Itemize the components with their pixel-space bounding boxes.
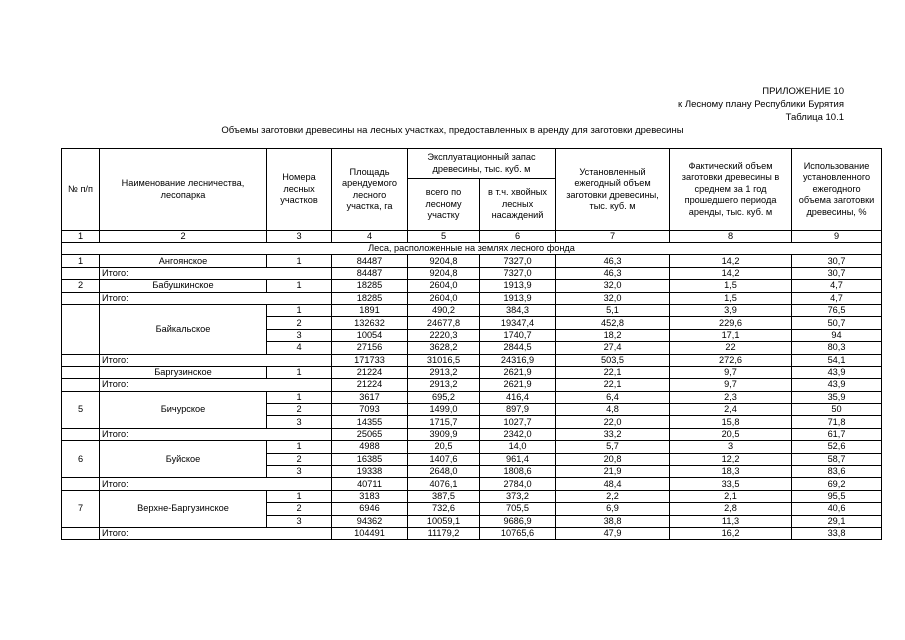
- total-stock-total-value: 2913,2: [408, 379, 480, 391]
- total-area-value: 171733: [332, 354, 408, 366]
- stock-conif-value: 416,4: [480, 391, 556, 403]
- forestry-number: 6: [62, 441, 100, 478]
- actual-volume-value: 2,3: [670, 391, 792, 403]
- stock-total-value: 9204,8: [408, 255, 480, 267]
- document-title: Объемы заготовки древесины на лесных участках, предоставленных в аренду для заготовки древесины: [221, 125, 684, 136]
- plot-number: 2: [267, 404, 332, 416]
- total-stock-total-value: 3909,9: [408, 428, 480, 440]
- total-usage-percent-value: 33,8: [792, 527, 882, 539]
- column-number-cell: 1: [62, 231, 100, 243]
- section-title: Леса, расположенные на землях лесного фонда: [62, 243, 882, 255]
- total-stock-conif-value: 2342,0: [480, 428, 556, 440]
- stock-conif-value: 9686,9: [480, 515, 556, 527]
- total-label: Итого:: [100, 527, 332, 539]
- stock-conif-value: 705,5: [480, 503, 556, 515]
- annual-volume-value: 21,9: [556, 466, 670, 478]
- actual-volume-value: 9,7: [670, 366, 792, 378]
- total-row: [62, 478, 882, 490]
- actual-volume-value: 229,6: [670, 317, 792, 329]
- usage-percent-value: 50: [792, 404, 882, 416]
- area-value: 84487: [332, 255, 408, 267]
- stock-total-value: 490,2: [408, 304, 480, 316]
- stock-total-value: 2648,0: [408, 466, 480, 478]
- total-label: Итого:: [100, 267, 332, 279]
- actual-volume-value: 22: [670, 342, 792, 354]
- stock-total-value: 24677,8: [408, 317, 480, 329]
- col-header-usage: Использование установленного ежегодного объема заготовки древесины, %: [792, 149, 882, 231]
- total-actual-volume-value: 20,5: [670, 428, 792, 440]
- annual-volume-value: 22,0: [556, 416, 670, 428]
- stock-total-value: 1407,6: [408, 453, 480, 465]
- total-stock-total-value: 9204,8: [408, 267, 480, 279]
- total-usage-percent-value: 4,7: [792, 292, 882, 304]
- annual-volume-value: 32,0: [556, 280, 670, 292]
- area-value: 3183: [332, 490, 408, 502]
- usage-percent-value: 58,7: [792, 453, 882, 465]
- total-annual-volume-value: 46,3: [556, 267, 670, 279]
- stock-total-value: 20,5: [408, 441, 480, 453]
- col-header-num: № п/п: [62, 149, 100, 231]
- total-label: Итого:: [100, 379, 332, 391]
- total-annual-volume-value: 33,2: [556, 428, 670, 440]
- total-spacer: [62, 379, 100, 391]
- total-actual-volume-value: 1,5: [670, 292, 792, 304]
- total-label: Итого:: [100, 478, 332, 490]
- table-row: [62, 441, 882, 453]
- area-value: 7093: [332, 404, 408, 416]
- col-header-stock: Эксплуатационный запас древесины, тыс. куб. м: [408, 149, 556, 179]
- actual-volume-value: 2,1: [670, 490, 792, 502]
- forestry-number: 7: [62, 490, 100, 527]
- annual-volume-value: 27,4: [556, 342, 670, 354]
- usage-percent-value: 29,1: [792, 515, 882, 527]
- forestry-number: 2: [62, 280, 100, 292]
- area-value: 10054: [332, 329, 408, 341]
- forestry-number: [62, 304, 100, 354]
- usage-percent-value: 35,9: [792, 391, 882, 403]
- column-number-cell: 9: [792, 231, 882, 243]
- column-number-cell: 5: [408, 231, 480, 243]
- stock-conif-value: 7327,0: [480, 255, 556, 267]
- stock-total-value: 1715,7: [408, 416, 480, 428]
- col-header-annual: Установленный ежегодный объем заготовки древесины, тыс. куб. м: [556, 149, 670, 231]
- total-actual-volume-value: 272,6: [670, 354, 792, 366]
- annual-volume-value: 5,1: [556, 304, 670, 316]
- total-row: [62, 292, 882, 304]
- plot-number: 3: [267, 466, 332, 478]
- actual-volume-value: 18,3: [670, 466, 792, 478]
- forestry-name: Бичурское: [100, 391, 267, 428]
- plot-number: 3: [267, 329, 332, 341]
- total-stock-conif-value: 1913,9: [480, 292, 556, 304]
- area-value: 27156: [332, 342, 408, 354]
- plot-number: 3: [267, 416, 332, 428]
- usage-percent-value: 4,7: [792, 280, 882, 292]
- area-value: 6946: [332, 503, 408, 515]
- actual-volume-value: 1,5: [670, 280, 792, 292]
- area-value: 21224: [332, 366, 408, 378]
- usage-percent-value: 76,5: [792, 304, 882, 316]
- table-number: Таблица 10.1: [785, 112, 844, 123]
- plot-number: 2: [267, 317, 332, 329]
- annual-volume-value: 452,8: [556, 317, 670, 329]
- harvest-volume-table: [61, 148, 882, 540]
- stock-conif-value: 19347,4: [480, 317, 556, 329]
- total-spacer: [62, 267, 100, 279]
- total-row: [62, 428, 882, 440]
- annual-volume-value: 6,9: [556, 503, 670, 515]
- area-value: 132632: [332, 317, 408, 329]
- total-stock-total-value: 31016,5: [408, 354, 480, 366]
- annual-volume-value: 4,8: [556, 404, 670, 416]
- plot-number: 1: [267, 366, 332, 378]
- stock-conif-value: 2621,9: [480, 366, 556, 378]
- column-number-cell: 7: [556, 231, 670, 243]
- actual-volume-value: 2,8: [670, 503, 792, 515]
- actual-volume-value: 11,3: [670, 515, 792, 527]
- stock-conif-value: 897,9: [480, 404, 556, 416]
- annual-volume-value: 38,8: [556, 515, 670, 527]
- actual-volume-value: 17,1: [670, 329, 792, 341]
- forestry-name: Баргузинское: [100, 366, 267, 378]
- stock-total-value: 387,5: [408, 490, 480, 502]
- column-number-row: [62, 231, 882, 243]
- total-actual-volume-value: 16,2: [670, 527, 792, 539]
- total-annual-volume-value: 47,9: [556, 527, 670, 539]
- annual-volume-value: 2,2: [556, 490, 670, 502]
- usage-percent-value: 52,6: [792, 441, 882, 453]
- stock-total-value: 10059,1: [408, 515, 480, 527]
- area-value: 19338: [332, 466, 408, 478]
- stock-conif-value: 373,2: [480, 490, 556, 502]
- actual-volume-value: 3: [670, 441, 792, 453]
- annual-volume-value: 18,2: [556, 329, 670, 341]
- total-actual-volume-value: 14,2: [670, 267, 792, 279]
- forestry-name: Бабушкинское: [100, 280, 267, 292]
- stock-total-value: 3628,2: [408, 342, 480, 354]
- total-row: [62, 267, 882, 279]
- stock-total-value: 732,6: [408, 503, 480, 515]
- plot-number: 2: [267, 453, 332, 465]
- total-label: Итого:: [100, 292, 332, 304]
- forestry-number: 5: [62, 391, 100, 428]
- stock-conif-value: 14,0: [480, 441, 556, 453]
- stock-conif-value: 2844,5: [480, 342, 556, 354]
- annual-volume-value: 6,4: [556, 391, 670, 403]
- stock-conif-value: 384,3: [480, 304, 556, 316]
- forestry-name: Буйское: [100, 441, 267, 478]
- total-label: Итого:: [100, 354, 332, 366]
- total-spacer: [62, 354, 100, 366]
- stock-conif-value: 1808,6: [480, 466, 556, 478]
- forestry-name: Ангоянское: [100, 255, 267, 267]
- total-stock-conif-value: 10765,6: [480, 527, 556, 539]
- col-header-plots: Номера лесных участков: [267, 149, 332, 231]
- forestry-number: 1: [62, 255, 100, 267]
- annual-volume-value: 5,7: [556, 441, 670, 453]
- table-row: [62, 391, 882, 403]
- annual-volume-value: 22,1: [556, 366, 670, 378]
- total-stock-total-value: 4076,1: [408, 478, 480, 490]
- total-stock-conif-value: 7327,0: [480, 267, 556, 279]
- usage-percent-value: 30,7: [792, 255, 882, 267]
- total-label: Итого:: [100, 428, 332, 440]
- total-stock-conif-value: 24316,9: [480, 354, 556, 366]
- area-value: 16385: [332, 453, 408, 465]
- stock-total-value: 695,2: [408, 391, 480, 403]
- stock-conif-value: 1740,7: [480, 329, 556, 341]
- actual-volume-value: 12,2: [670, 453, 792, 465]
- total-area-value: 18285: [332, 292, 408, 304]
- total-area-value: 25065: [332, 428, 408, 440]
- total-area-value: 21224: [332, 379, 408, 391]
- total-area-value: 40711: [332, 478, 408, 490]
- total-actual-volume-value: 9,7: [670, 379, 792, 391]
- total-usage-percent-value: 43,9: [792, 379, 882, 391]
- usage-percent-value: 94: [792, 329, 882, 341]
- stock-conif-value: 1913,9: [480, 280, 556, 292]
- actual-volume-value: 3,9: [670, 304, 792, 316]
- plot-number: 1: [267, 255, 332, 267]
- column-number-cell: 4: [332, 231, 408, 243]
- total-annual-volume-value: 48,4: [556, 478, 670, 490]
- actual-volume-value: 15,8: [670, 416, 792, 428]
- forestry-number: [62, 366, 100, 378]
- area-value: 94362: [332, 515, 408, 527]
- annual-volume-value: 20,8: [556, 453, 670, 465]
- usage-percent-value: 40,6: [792, 503, 882, 515]
- plot-number: 1: [267, 441, 332, 453]
- actual-volume-value: 2,4: [670, 404, 792, 416]
- actual-volume-value: 14,2: [670, 255, 792, 267]
- area-value: 18285: [332, 280, 408, 292]
- table-row: [62, 366, 882, 378]
- total-spacer: [62, 428, 100, 440]
- plot-number: 3: [267, 515, 332, 527]
- plot-number: 1: [267, 304, 332, 316]
- total-stock-conif-value: 2784,0: [480, 478, 556, 490]
- area-value: 3617: [332, 391, 408, 403]
- total-spacer: [62, 292, 100, 304]
- plot-number: 1: [267, 391, 332, 403]
- area-value: 1891: [332, 304, 408, 316]
- table-row: [62, 304, 882, 316]
- total-spacer: [62, 527, 100, 539]
- col-header-stock-total: всего по лесному участку: [408, 179, 480, 231]
- total-stock-conif-value: 2621,9: [480, 379, 556, 391]
- usage-percent-value: 50,7: [792, 317, 882, 329]
- appendix-subtitle: к Лесному плану Республики Бурятия: [678, 99, 844, 110]
- total-stock-total-value: 11179,2: [408, 527, 480, 539]
- column-number-cell: 2: [100, 231, 267, 243]
- stock-total-value: 2913,2: [408, 366, 480, 378]
- col-header-stock-conif: в т.ч. хвойных лесных насаждений: [480, 179, 556, 231]
- area-value: 14355: [332, 416, 408, 428]
- annual-volume-value: 46,3: [556, 255, 670, 267]
- total-actual-volume-value: 33,5: [670, 478, 792, 490]
- plot-number: 1: [267, 490, 332, 502]
- table-row: [62, 490, 882, 502]
- total-area-value: 84487: [332, 267, 408, 279]
- total-usage-percent-value: 54,1: [792, 354, 882, 366]
- stock-total-value: 2604,0: [408, 280, 480, 292]
- col-header-name: Наименование лесничества, лесопарка: [100, 149, 267, 231]
- total-annual-volume-value: 22,1: [556, 379, 670, 391]
- total-row: [62, 527, 882, 539]
- col-header-actual: Фактический объем заготовки древесины в среднем за 1 год прошедшего периода аренды, тыс. куб. м: [670, 149, 792, 231]
- table-body: [62, 231, 882, 540]
- total-row: [62, 379, 882, 391]
- total-stock-total-value: 2604,0: [408, 292, 480, 304]
- column-number-cell: 6: [480, 231, 556, 243]
- usage-percent-value: 71,8: [792, 416, 882, 428]
- column-number-cell: 3: [267, 231, 332, 243]
- stock-conif-value: 961,4: [480, 453, 556, 465]
- forestry-name: Верхне-Баргузинское: [100, 490, 267, 527]
- usage-percent-value: 80,3: [792, 342, 882, 354]
- plot-number: 2: [267, 503, 332, 515]
- total-usage-percent-value: 30,7: [792, 267, 882, 279]
- plot-number: 1: [267, 280, 332, 292]
- stock-total-value: 1499,0: [408, 404, 480, 416]
- col-header-area: Площадь арендуемого лесного участка, га: [332, 149, 408, 231]
- forestry-name: Байкальское: [100, 304, 267, 354]
- appendix-label: ПРИЛОЖЕНИЕ 10: [762, 86, 844, 97]
- stock-conif-value: 1027,7: [480, 416, 556, 428]
- section-row: [62, 243, 882, 255]
- table-row: [62, 280, 882, 292]
- area-value: 4988: [332, 441, 408, 453]
- table-row: [62, 255, 882, 267]
- total-area-value: 104491: [332, 527, 408, 539]
- total-row: [62, 354, 882, 366]
- column-number-cell: 8: [670, 231, 792, 243]
- plot-number: 4: [267, 342, 332, 354]
- usage-percent-value: 83,6: [792, 466, 882, 478]
- total-usage-percent-value: 61,7: [792, 428, 882, 440]
- usage-percent-value: 43,9: [792, 366, 882, 378]
- total-spacer: [62, 478, 100, 490]
- stock-total-value: 2220,3: [408, 329, 480, 341]
- total-annual-volume-value: 503,5: [556, 354, 670, 366]
- usage-percent-value: 95,5: [792, 490, 882, 502]
- total-annual-volume-value: 32,0: [556, 292, 670, 304]
- total-usage-percent-value: 69,2: [792, 478, 882, 490]
